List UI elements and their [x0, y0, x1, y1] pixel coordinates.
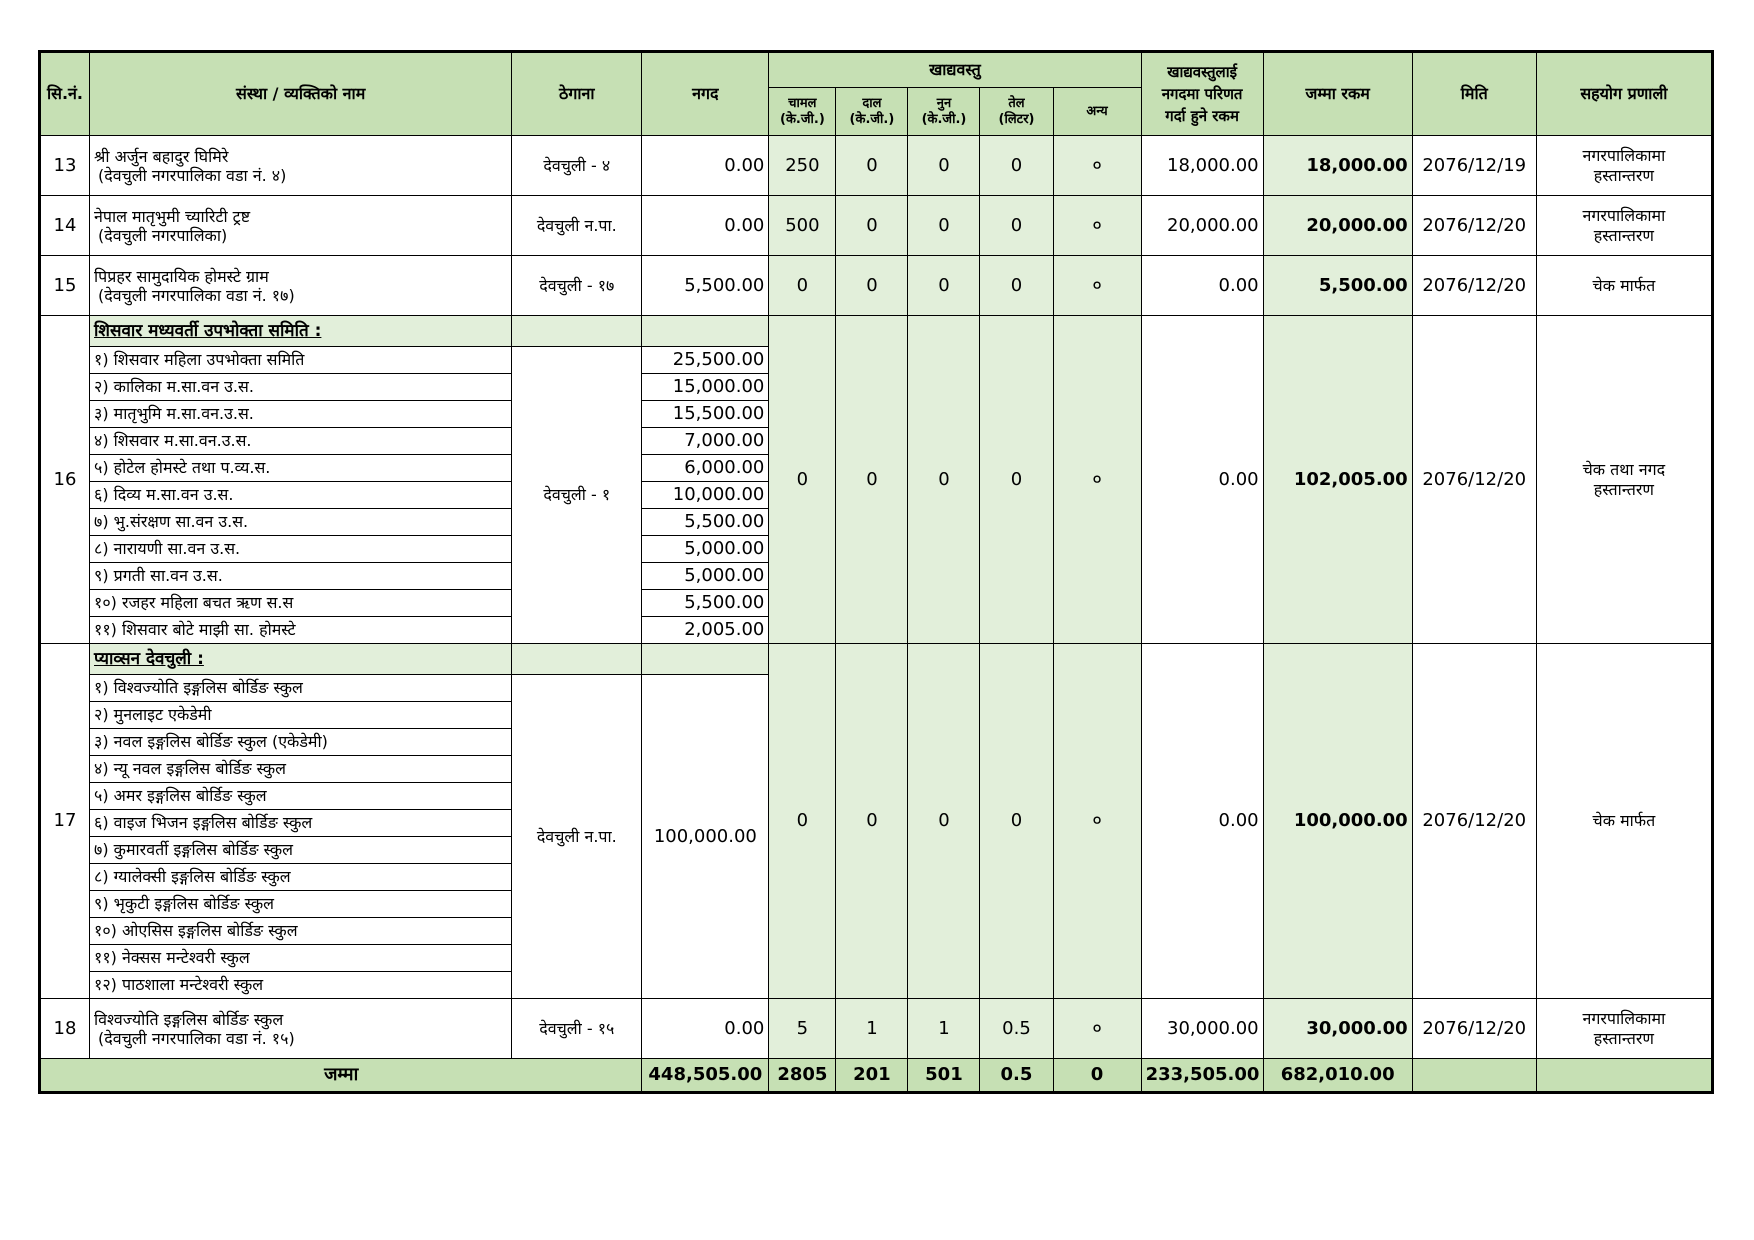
cell-converted: 0.00	[1141, 316, 1263, 644]
totals-other: 0	[1053, 1059, 1141, 1093]
header-sn: सि.नं.	[40, 52, 90, 136]
header-salt-label: नुन	[936, 95, 952, 111]
cell-dal: 0	[836, 256, 908, 316]
cell-dal: 0	[836, 316, 908, 644]
header-converted-line3: गर्दा हुने रकम	[1165, 107, 1239, 125]
member-cash: 5,500.00	[642, 590, 769, 617]
member-name: ७) कुमारवर्ती इङ्गलिस बोर्डिङ स्कुल	[90, 837, 512, 864]
member-name: १) शिसवार महिला उपभोक्ता समिति	[90, 347, 512, 374]
member-cash: 5,000.00	[642, 536, 769, 563]
cell-method	[1536, 316, 1712, 644]
cell-rice: 250	[769, 136, 836, 196]
member-name: १२) पाठशाला मन्टेश्वरी स्कुल	[90, 972, 512, 999]
cell-cash: 0.00	[642, 196, 769, 256]
cell-other: ०	[1053, 644, 1141, 999]
cell-sn: 16	[40, 316, 90, 644]
totals-rice: 2805	[769, 1059, 836, 1093]
header-goods: खाद्यवस्तु	[769, 52, 1141, 88]
member-cash: 7,000.00	[642, 428, 769, 455]
member-cash: 15,000.00	[642, 374, 769, 401]
header-converted	[1141, 52, 1263, 136]
cell-dal: 0	[836, 644, 908, 999]
member-name: ५) अमर इङ्गलिस बोर्डिङ स्कुल	[90, 783, 512, 810]
header-other: अन्य	[1053, 88, 1141, 136]
cell-date: 2076/12/20	[1412, 644, 1536, 999]
member-name: २) मुनलाइट एकेडेमी	[90, 702, 512, 729]
totals-row	[40, 1059, 1713, 1093]
member-name: १०) ओएसिस इङ्गलिस बोर्डिङ स्कुल	[90, 918, 512, 945]
cell-address-empty	[512, 644, 642, 675]
member-name: ३) मातृभुमि म.सा.वन.उ.स.	[90, 401, 512, 428]
header-converted-line1: खाद्यवस्तुलाई	[1167, 63, 1237, 81]
cell-rice: 0	[769, 316, 836, 644]
cell-sn: 13	[40, 136, 90, 196]
cell-method	[1536, 999, 1712, 1059]
header-salt	[908, 88, 980, 136]
header-dal-unit: (के.जी.)	[849, 111, 895, 127]
header-converted-line2: नगदमा परिणत	[1161, 85, 1243, 103]
cell-method	[1536, 136, 1712, 196]
header-salt-unit: (के.जी.)	[921, 111, 967, 127]
cell-salt: 0	[908, 316, 980, 644]
cell-converted: 18,000.00	[1141, 136, 1263, 196]
header-rice	[769, 88, 836, 136]
cell-total: 5,500.00	[1263, 256, 1412, 316]
cell-other: ०	[1053, 999, 1141, 1059]
cell-other: ०	[1053, 256, 1141, 316]
header-name: संस्था / व्यक्तिको नाम	[90, 52, 512, 136]
member-cash: 25,500.00	[642, 347, 769, 374]
cell-method	[1536, 196, 1712, 256]
member-name: ६) दिव्य म.सा.वन उ.स.	[90, 482, 512, 509]
member-cash: 5,500.00	[642, 509, 769, 536]
member-name: ४) शिसवार म.सा.वन.उ.स.	[90, 428, 512, 455]
totals-cash: 448,505.00	[642, 1059, 769, 1093]
cell-oil: 0	[980, 136, 1053, 196]
cell-address: देवचुली - १	[512, 347, 642, 644]
method-line1: नगरपालिकामा	[1582, 145, 1666, 165]
totals-oil: 0.5	[980, 1059, 1053, 1093]
name-line2: (देवचुली नगरपालिका)	[98, 225, 228, 245]
totals-salt: 501	[908, 1059, 980, 1093]
header-oil-label: तेल	[1008, 95, 1025, 111]
method-line2: हस्तान्तरण	[1593, 225, 1654, 245]
method-line1: नगरपालिकामा	[1582, 1008, 1666, 1028]
cell-name	[90, 196, 512, 256]
cell-sn: 14	[40, 196, 90, 256]
cell-oil: 0	[980, 316, 1053, 644]
cell-total: 30,000.00	[1263, 999, 1412, 1059]
member-name: ९) भृकुटी इङ्गलिस बोर्डिङ स्कुल	[90, 891, 512, 918]
name-line1: विश्वज्योति इङ्गलिस बोर्डिङ स्कुल	[94, 1009, 284, 1029]
totals-total: 682,010.00	[1263, 1059, 1412, 1093]
name-line2: (देवचुली नगरपालिका वडा नं. ४)	[98, 165, 287, 185]
totals-method-empty	[1536, 1059, 1712, 1093]
header-rice-unit: (के.जी.)	[780, 111, 825, 127]
cell-date: 2076/12/19	[1412, 136, 1536, 196]
header-method: सहयोग प्रणाली	[1536, 52, 1712, 136]
member-cash: 10,000.00	[642, 482, 769, 509]
member-name: १०) रजहर महिला बचत ऋण स.स	[90, 590, 512, 617]
method-line2: हस्तान्तरण	[1593, 165, 1654, 185]
member-name: १) विश्वज्योति इङ्गलिस बोर्डिङ स्कुल	[90, 675, 512, 702]
table-row	[40, 316, 1713, 347]
cell-salt: 0	[908, 136, 980, 196]
member-cash: 5,000.00	[642, 563, 769, 590]
cell-other: ०	[1053, 196, 1141, 256]
header-date: मिति	[1412, 52, 1536, 136]
cell-total: 100,000.00	[1263, 644, 1412, 999]
header-rice-label: चामल	[788, 95, 817, 111]
group-title: प्याव्सन देवचुली :	[90, 644, 512, 675]
header-address: ठेगाना	[512, 52, 642, 136]
member-cash: 6,000.00	[642, 455, 769, 482]
table-row	[40, 136, 1713, 196]
member-name: २) कालिका म.सा.वन उ.स.	[90, 374, 512, 401]
cell-date: 2076/12/20	[1412, 196, 1536, 256]
cell-salt: 0	[908, 256, 980, 316]
cell-cash: 0.00	[642, 136, 769, 196]
header-cash: नगद	[642, 52, 769, 136]
header-total: जम्मा रकम	[1263, 52, 1412, 136]
cell-salt: 0	[908, 196, 980, 256]
member-name: ८) ग्यालेक्सी इङ्गलिस बोर्डिङ स्कुल	[90, 864, 512, 891]
method-line1: नगरपालिकामा	[1582, 205, 1666, 225]
cell-sn: 17	[40, 644, 90, 999]
cell-converted: 0.00	[1141, 644, 1263, 999]
header-oil-unit: (लिटर)	[998, 111, 1035, 127]
member-name: ७) भु.संरक्षण सा.वन उ.स.	[90, 509, 512, 536]
cell-address: देवचुली - ४	[512, 136, 642, 196]
cell-dal: 1	[836, 999, 908, 1059]
cell-converted: 30,000.00	[1141, 999, 1263, 1059]
member-name: ४) न्यू नवल इङ्गलिस बोर्डिङ स्कुल	[90, 756, 512, 783]
cell-address: देवचुली - १५	[512, 999, 642, 1059]
name-line1: नेपाल मातृभुमी च्यारिटी ट्रष्ट	[94, 206, 251, 226]
table-row	[40, 256, 1713, 316]
cell-date: 2076/12/20	[1412, 316, 1536, 644]
cell-oil: 0	[980, 196, 1053, 256]
name-line1: श्री अर्जुन बहादुर घिमिरे	[94, 146, 229, 166]
table-row	[40, 644, 1713, 675]
totals-dal: 201	[836, 1059, 908, 1093]
cell-rice: 0	[769, 256, 836, 316]
cell-method: चेक मार्फत	[1536, 256, 1712, 316]
cell-address-empty	[512, 316, 642, 347]
totals-date-empty	[1412, 1059, 1536, 1093]
cell-cash-empty	[642, 644, 769, 675]
cell-date: 2076/12/20	[1412, 999, 1536, 1059]
member-cash: 2,005.00	[642, 617, 769, 644]
name-line1: पिप्रहर सामुदायिक होमस्टे ग्राम	[94, 266, 269, 286]
cell-date: 2076/12/20	[1412, 256, 1536, 316]
cell-cash-empty	[642, 316, 769, 347]
table-row	[40, 999, 1713, 1059]
cell-converted: 20,000.00	[1141, 196, 1263, 256]
relief-contribution-table	[38, 50, 1714, 1094]
method-line2: हस्तान्तरण	[1593, 1028, 1654, 1048]
cell-other: ०	[1053, 136, 1141, 196]
cell-salt: 0	[908, 644, 980, 999]
cell-salt: 1	[908, 999, 980, 1059]
cell-oil: 0.5	[980, 999, 1053, 1059]
member-name: ९) प्रगती सा.वन उ.स.	[90, 563, 512, 590]
cell-oil: 0	[980, 644, 1053, 999]
cell-oil: 0	[980, 256, 1053, 316]
cell-total: 20,000.00	[1263, 196, 1412, 256]
method-line2: हस्तान्तरण	[1593, 479, 1654, 499]
header-dal	[836, 88, 908, 136]
header-oil	[980, 88, 1053, 136]
cell-other: ०	[1053, 316, 1141, 644]
totals-label: जम्मा	[40, 1059, 642, 1093]
name-line2: (देवचुली नगरपालिका वडा नं. १७)	[98, 285, 295, 305]
member-cash: 15,500.00	[642, 401, 769, 428]
method-line1: चेक तथा नगद	[1582, 459, 1666, 479]
cell-total: 102,005.00	[1263, 316, 1412, 644]
group-title: शिसवार मध्यवर्ती उपभोक्ता समिति :	[90, 316, 512, 347]
cell-rice: 5	[769, 999, 836, 1059]
totals-converted: 233,505.00	[1141, 1059, 1263, 1093]
cell-address: देवचुली - १७	[512, 256, 642, 316]
table-row	[40, 196, 1713, 256]
cell-total: 18,000.00	[1263, 136, 1412, 196]
member-name: ६) वाइज भिजन इङ्गलिस बोर्डिङ स्कुल	[90, 810, 512, 837]
cell-dal: 0	[836, 136, 908, 196]
member-name: ५) होटेल होमस्टे तथा प.व्य.स.	[90, 455, 512, 482]
cell-name	[90, 256, 512, 316]
cell-name	[90, 999, 512, 1059]
cell-address: देवचुली न.पा.	[512, 675, 642, 999]
member-name: ११) शिसवार बोटे माझी सा. होमस्टे	[90, 617, 512, 644]
cell-name	[90, 136, 512, 196]
cell-dal: 0	[836, 196, 908, 256]
cell-cash: 100,000.00	[642, 675, 769, 999]
cell-address: देवचुली न.पा.	[512, 196, 642, 256]
cell-rice: 0	[769, 644, 836, 999]
cell-sn: 18	[40, 999, 90, 1059]
cell-cash: 5,500.00	[642, 256, 769, 316]
cell-method: चेक मार्फत	[1536, 644, 1712, 999]
cell-converted: 0.00	[1141, 256, 1263, 316]
cell-rice: 500	[769, 196, 836, 256]
member-name: ८) नारायणी सा.वन उ.स.	[90, 536, 512, 563]
cell-sn: 15	[40, 256, 90, 316]
header-dal-label: दाल	[862, 95, 882, 111]
name-line2: (देवचुली नगरपालिका वडा नं. १५)	[98, 1028, 295, 1048]
member-name: ३) नवल इङ्गलिस बोर्डिङ स्कुल (एकेडेमी)	[90, 729, 512, 756]
cell-cash: 0.00	[642, 999, 769, 1059]
member-name: ११) नेक्सस मन्टेश्वरी स्कुल	[90, 945, 512, 972]
